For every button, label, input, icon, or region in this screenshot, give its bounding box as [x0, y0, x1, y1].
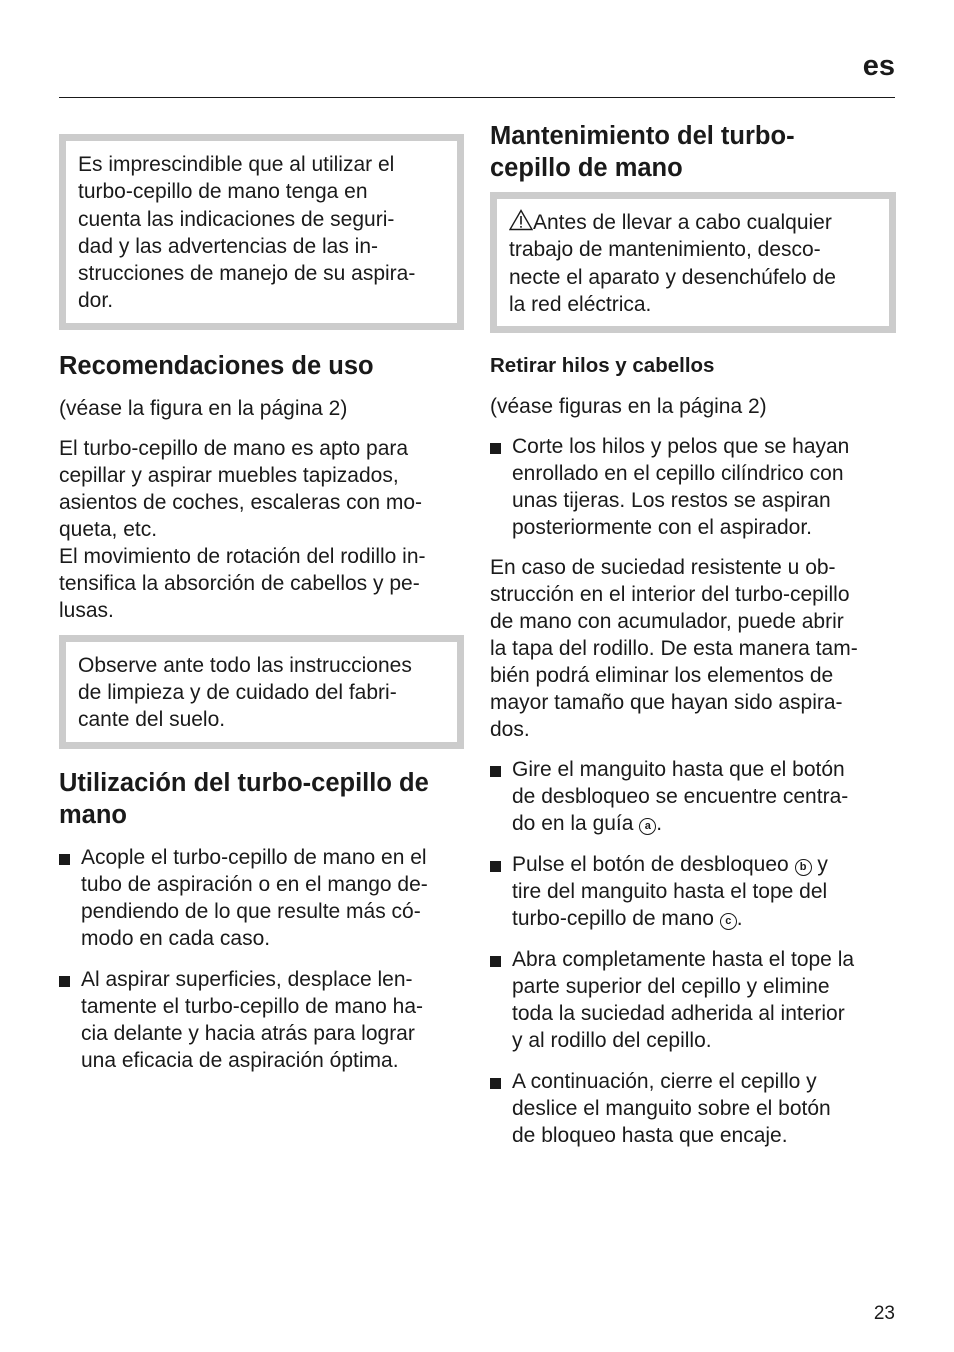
page-number: 23	[873, 1303, 895, 1324]
warning-line: trabajo de mantenimiento, desco-	[509, 238, 821, 262]
list-item	[59, 966, 464, 1074]
bullet-text: Pulse el botón de desbloqueo	[512, 853, 795, 877]
bullet-line: modo en cada caso.	[81, 926, 271, 950]
bullet-line: y al rodillo del cepillo.	[512, 1029, 712, 1053]
paragraph-line: de mano con acumulador, puede abrir	[490, 610, 844, 634]
marker-a-icon: a	[639, 818, 656, 835]
bullet-square-icon	[490, 443, 501, 454]
section-title-recommendations: Recomendaciones de uso	[59, 351, 374, 380]
notice-line: dad y las advertencias de las in-	[78, 234, 378, 258]
title-line: Mantenimiento del turbo-	[490, 122, 795, 150]
bullet-line: deslice el manguito sobre el botón	[512, 1097, 831, 1121]
list-item	[490, 433, 896, 541]
paragraph-line: asientos de coches, escaleras con mo-	[59, 490, 423, 514]
warning-first-line	[509, 209, 877, 236]
warning-triangle-icon	[509, 209, 533, 231]
notice-line: dor.	[78, 289, 114, 313]
section-title-maintenance	[490, 120, 896, 184]
bullet-square-icon	[490, 1078, 501, 1089]
notice-line: cuenta las indicaciones de seguri-	[78, 207, 395, 231]
bullet-line: tamente el turbo-cepillo de mano ha-	[81, 994, 424, 1018]
paragraph-line: El movimiento de rotación del rodillo in-	[59, 544, 426, 568]
bullet-line: parte superior del cepillo y elimine	[512, 975, 830, 999]
paragraph-line: la tapa del rodillo. De esta manera tam-	[490, 637, 858, 661]
list-item	[490, 946, 896, 1054]
paragraph-line: queta, etc.	[59, 517, 158, 541]
bullet-line: Acople el turbo-cepillo de mano en el	[81, 845, 427, 869]
paragraph-line: dos.	[490, 718, 530, 742]
bullet-line: tubo de aspiración o en el mango de-	[81, 872, 428, 896]
warning-line: la red eléctrica.	[509, 292, 652, 316]
paragraph-line: En caso de suciedad resistente u ob-	[490, 556, 836, 580]
bullet-text: turbo-cepillo de mano	[512, 907, 720, 931]
bullet-line	[512, 810, 896, 837]
bullet-square-icon	[490, 956, 501, 967]
list-item	[490, 851, 896, 932]
recommendations-paragraph	[59, 435, 464, 624]
right-column	[490, 120, 896, 1149]
bullet-line: una eficacia de aspiración óptima.	[81, 1048, 399, 1072]
notice-line: de limpieza y de cuidado del fabri-	[78, 681, 397, 705]
bullet-line: enrollado en el cepillo cilíndrico con	[512, 462, 844, 486]
warning-line: necte el aparato y desenchúfelo de	[509, 265, 836, 289]
warning-box	[490, 192, 896, 333]
left-column	[59, 120, 464, 1074]
section-title-usage	[59, 767, 464, 831]
bullet-line: Al aspirar superficies, desplace len-	[81, 967, 413, 991]
bullet-line	[512, 851, 896, 878]
marker-b-icon: b	[795, 859, 812, 876]
bullet-line: de bloqueo hasta que encaje.	[512, 1124, 788, 1148]
paragraph-line: cepillar y aspirar muebles tapizados,	[59, 463, 399, 487]
marker-c-icon: c	[720, 913, 737, 930]
bullet-text: y	[811, 853, 828, 877]
notice-line: turbo-cepillo de mano tenga en	[78, 180, 368, 204]
figure-reference: (véase figuras en la página 2)	[490, 395, 767, 419]
bullet-line: pendiendo de lo que resulte más có-	[81, 899, 421, 923]
paragraph-line: strucción en el interior del turbo-cepillo	[490, 583, 850, 607]
bullet-square-icon	[490, 861, 501, 872]
bullet-line: A continuación, cierre el cepillo y	[512, 1070, 817, 1094]
bullet-line: posteriormente con el aspirador.	[512, 516, 812, 540]
bullet-line: toda la suciedad adherida al interior	[512, 1002, 845, 1026]
bullet-line	[512, 905, 896, 932]
bullet-square-icon	[59, 976, 70, 987]
bullet-line: de desbloqueo se encuentre centra-	[512, 785, 849, 809]
paragraph-line: tensifica la absorción de cabellos y pe-	[59, 571, 420, 595]
notice-line: Observe ante todo las instrucciones	[78, 653, 412, 677]
bullet-square-icon	[59, 854, 70, 865]
bullet-line: unas tijeras. Los restos se aspiran	[512, 489, 831, 513]
bullet-square-icon	[490, 766, 501, 777]
notice-line: Es imprescindible que al utilizar el	[78, 153, 395, 176]
figure-reference: (véase la figura en la página 2)	[59, 396, 348, 420]
notice-box-safety	[59, 134, 464, 330]
bullet-line: cia delante y hacia atrás para lograr	[81, 1021, 415, 1045]
bullet-line: Gire el manguito hasta que el botón	[512, 758, 845, 782]
list-item	[490, 1068, 896, 1149]
warning-text: Antes de llevar a cabo cualquier	[533, 211, 832, 234]
notice-box-cleaning	[59, 635, 464, 749]
bullet-text: do en la guía	[512, 812, 640, 836]
title-line: Utilización del turbo-cepillo de	[59, 768, 429, 797]
notice-line: cante del suelo.	[78, 708, 226, 732]
bullet-text: .	[736, 907, 743, 931]
bullet-line: Abra completamente hasta el tope la	[512, 948, 855, 972]
bullet-text: .	[656, 812, 663, 836]
notice-line: strucciones de manejo de su aspira-	[78, 262, 416, 286]
paragraph-line: mayor tamaño que hayan sido aspira-	[490, 691, 843, 715]
bullet-line: tire del manguito hasta el tope del	[512, 880, 828, 904]
paragraph-line: El turbo-cepillo de mano es apto para	[59, 436, 409, 460]
bullet-line: Corte los hilos y pelos que se hayan	[512, 435, 850, 459]
title-line: cepillo de mano	[490, 154, 683, 182]
cleaning-paragraph	[490, 554, 896, 743]
list-item	[490, 756, 896, 837]
paragraph-line: bién podrá eliminar los elementos de	[490, 664, 834, 688]
language-label: es	[862, 50, 895, 82]
paragraph-line: lusas.	[59, 598, 114, 622]
title-line: mano	[59, 800, 128, 829]
list-item	[59, 844, 464, 952]
header-rule	[59, 97, 895, 98]
subsection-title: Retirar hilos y cabellos	[490, 354, 715, 378]
